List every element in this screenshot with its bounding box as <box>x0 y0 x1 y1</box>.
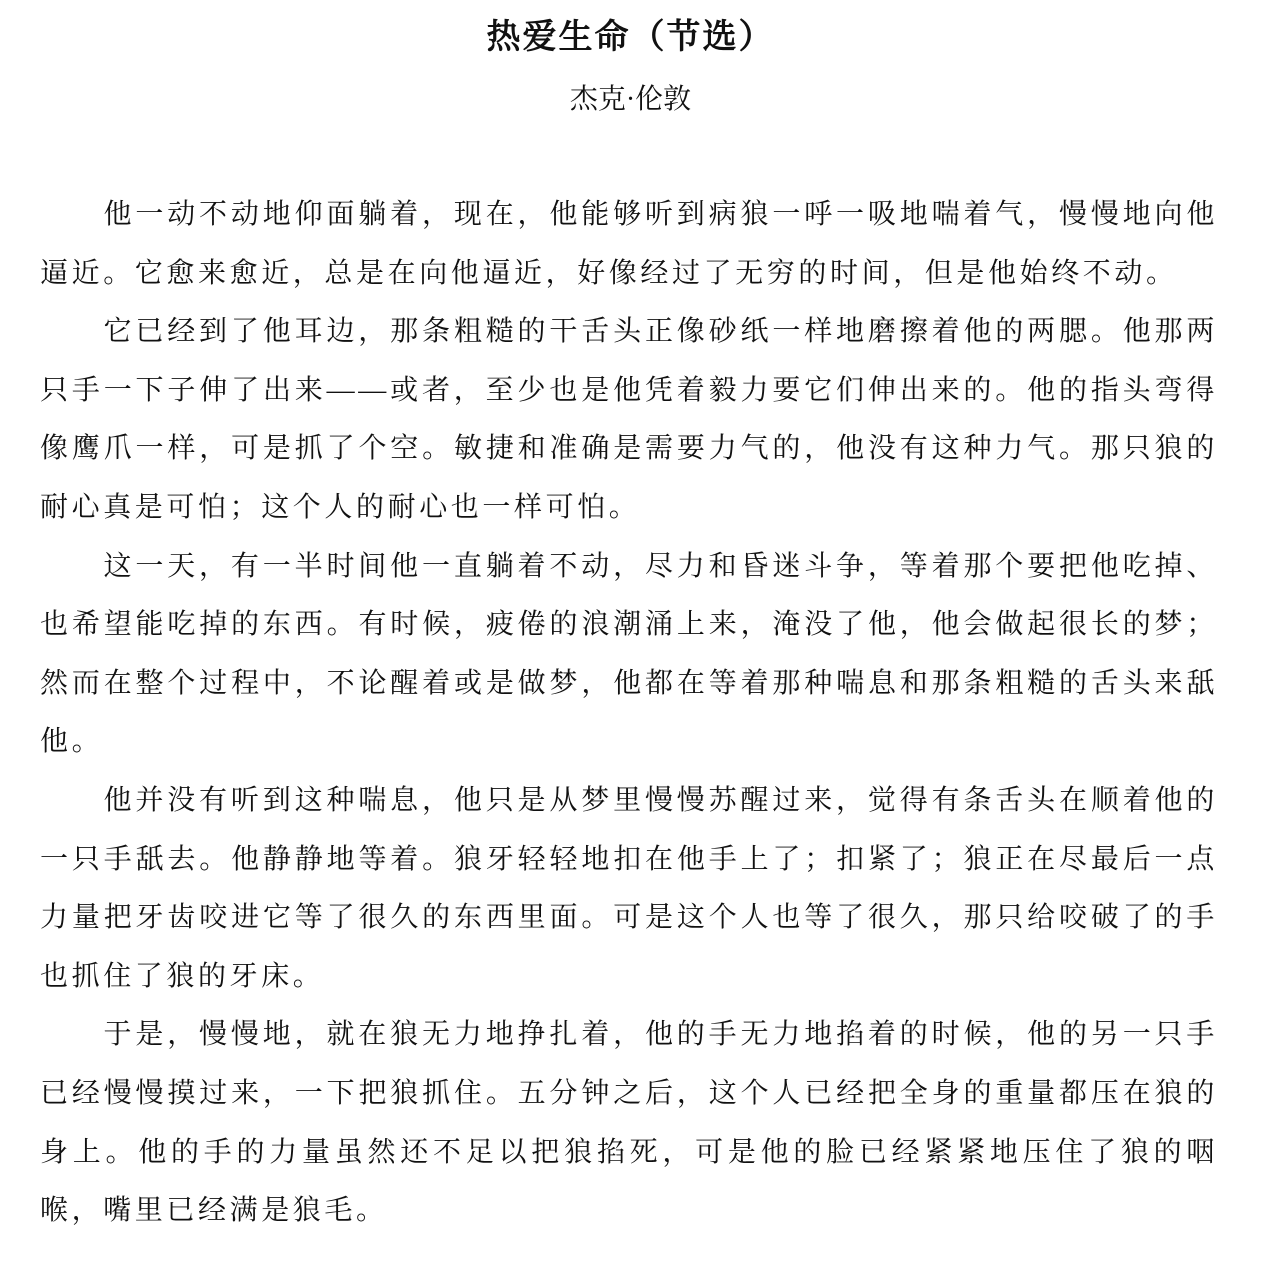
document-author: 杰克·伦敦 <box>569 84 692 115</box>
paragraph-1: 他一动不动地仰面躺着，现在，他能够听到病狼一呼一吸地喘着气，慢慢地向他逼近。它愈来愈近，总是在向他逼近，好像经过了无穷的时间，但是他始终不动。 <box>40 199 1218 289</box>
document-title: 热爱生命（节选） <box>486 19 775 56</box>
paragraph-2: 它已经到了他耳边，那条粗糙的干舌头正像砂纸一样地磨擦着他的两腮。他那两只手一下子伸了出来——或者，至少也是他凭着毅力要它们伸出来的。他的指头弯得像鹰爪一样，可是抓了个空。敏捷和准确是需要力气的，他没有这种力气。那只狼的耐心真是可怕；这个人的耐心也一样可怕。 <box>40 316 1218 523</box>
paragraph-5: 于是，慢慢地，就在狼无力地挣扎着，他的手无力地掐着的时候，他的另一只手已经慢慢摸过来，一下把狼抓住。五分钟之后，这个人已经把全身的重量都压在狼的身上。他的手的力量虽然还不足以把狼掐死，可是他的脸已经紧紧地压住了狼的咽喉，嘴里已经满是狼毛。 <box>40 1019 1218 1227</box>
paragraph-4: 他并没有听到这种喘息，他只是从梦里慢慢苏醒过来，觉得有条舌头在顺着他的一只手舐去。他静静地等着。狼牙轻轻地扣在他手上了；扣紧了；狼正在尽最后一点力量把牙齿咬进它等了很久的东西里面。可是这个人也等了很久，那只给咬破了的手也抓住了狼的牙床。 <box>40 784 1218 992</box>
document-body <box>40 186 1218 1241</box>
paragraph-3: 这一天，有一半时间他一直躺着不动，尽力和昏迷斗争，等着那个要把他吃掉、也希望能吃掉的东西。有时候，疲倦的浪潮涌上来，淹没了他，他会做起很长的梦；然而在整个过程中，不论醒着或是做梦，他都在等着那种喘息和那条粗糙的舌头来舐他。 <box>40 550 1218 758</box>
